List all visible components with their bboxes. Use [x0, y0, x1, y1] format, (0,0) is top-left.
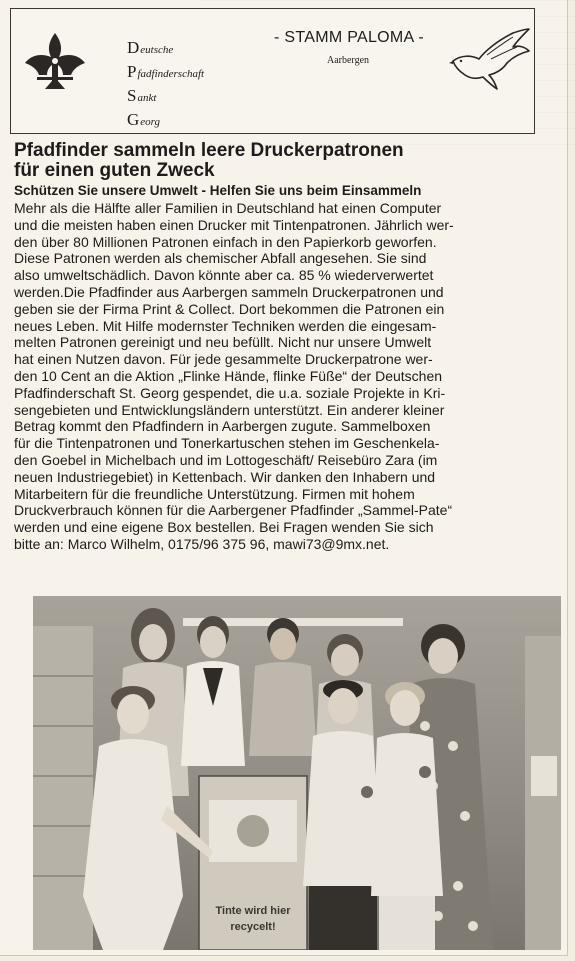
back-row-person	[181, 616, 245, 766]
body-line: den 10 Cent an die Aktion „Flinke Hände, flinke Füße“ der Deutschen	[14, 367, 443, 384]
org-line-1: Deutsche	[127, 38, 174, 57]
collection-box	[199, 776, 307, 950]
display-card	[531, 756, 557, 796]
body-line: Betrag kommt den Pfadfindern in Aarbergen zugute. Sammelboxen	[14, 418, 431, 435]
body-line: werden.Die Pfadfinder aus Aarbergen sammeln Druckerpatronen und	[14, 283, 444, 300]
org-name	[127, 37, 247, 133]
group-photo	[33, 596, 561, 950]
stamm-place: Aarbergen	[326, 55, 370, 66]
photo-scene	[33, 596, 561, 950]
article-headline	[14, 141, 494, 181]
box-label-line-2: recycelt!	[230, 921, 276, 933]
article-body	[14, 200, 559, 553]
body-line: für die Tintenpatronen und Tonerkartuschen stehen im Geschenkela-	[14, 435, 440, 452]
body-line: und die meisten haben einen Drucker mit Tintenpatronen. Jährlich wer-	[14, 216, 454, 233]
body-line: werden und eine eigene Box bestellen. Bei Fragen wenden Sie sich	[14, 519, 434, 536]
body-line: melten Patronen gereinigt und neu befüllt. Nicht nur unsere Umwelt	[14, 334, 432, 351]
body-line: geben sie der Firma Print & Collect. Dort bekommen die Patronen ein	[14, 300, 445, 317]
box-label-line-1: Tinte wird hier	[215, 905, 291, 917]
body-line: sengebieten und Entwicklungsländern unterstützt. Ein anderer kleiner	[14, 401, 445, 418]
header-box	[10, 8, 535, 134]
body-line: neuen Industriegebiet) in Kettenbach. Wir danken den Inhabern und	[14, 468, 436, 485]
stamm-title: - STAMM PALOMA -	[274, 29, 424, 46]
back-row-person	[249, 618, 317, 756]
org-line-2: Pfadfinderschaft	[127, 62, 205, 81]
body-line: Mehr als die Hälfte aller Familien in Deutschland hat einen Computer	[14, 200, 442, 216]
body-line: bitte an: Marco Wilhelm, 0175/96 375 96, mawi73@9mx.net.	[14, 535, 390, 552]
body-line: hat einen Nutzen davon. Für jede gesammelte Druckerpatrone wer-	[14, 351, 433, 368]
body-line: Diese Patronen werden als chemischer Abfall angesehen. Sie sind	[14, 250, 427, 267]
body-line: also umweltschädlich. Davon könnte aber ca. 85 % wiederverwertet	[14, 267, 434, 284]
body-line: Pfadfinderschaft St. Georg gespendet, die u.a. soziale Projekte in Kri-	[14, 384, 446, 401]
headline-line-1: Pfadfinder sammeln leere Druckerpatronen	[14, 140, 404, 161]
left-shelf	[33, 626, 93, 950]
org-line-3: Sankt	[127, 86, 157, 105]
body-line: Mitarbeitern für die freundliche Unterstützung. Firmen mit hohem	[14, 485, 415, 502]
body-line: neues Leben. Mit Hilfe modernster Techniken werden die eingesam-	[14, 317, 437, 334]
headline-line-2: für einen guten Zweck	[14, 160, 215, 181]
body-line: den Goebel in Michelbach und im Lottogeschäft/ Reisebüro Zara (im	[14, 451, 438, 468]
dpsg-lily-icon	[19, 31, 91, 95]
article-subheadline: Schützen Sie unsere Umwelt - Helfen Sie uns beim Einsammeln	[14, 183, 422, 198]
dove-icon	[447, 25, 531, 95]
body-line: den über 80 Millionen Patronen einfach in den Papierkorb geworfen.	[14, 233, 437, 250]
org-line-4: Georg	[127, 110, 161, 129]
body-line: Druckverbrauch können für die Aarbergener Pfadfinder „Sammel-Pate“	[14, 502, 453, 519]
